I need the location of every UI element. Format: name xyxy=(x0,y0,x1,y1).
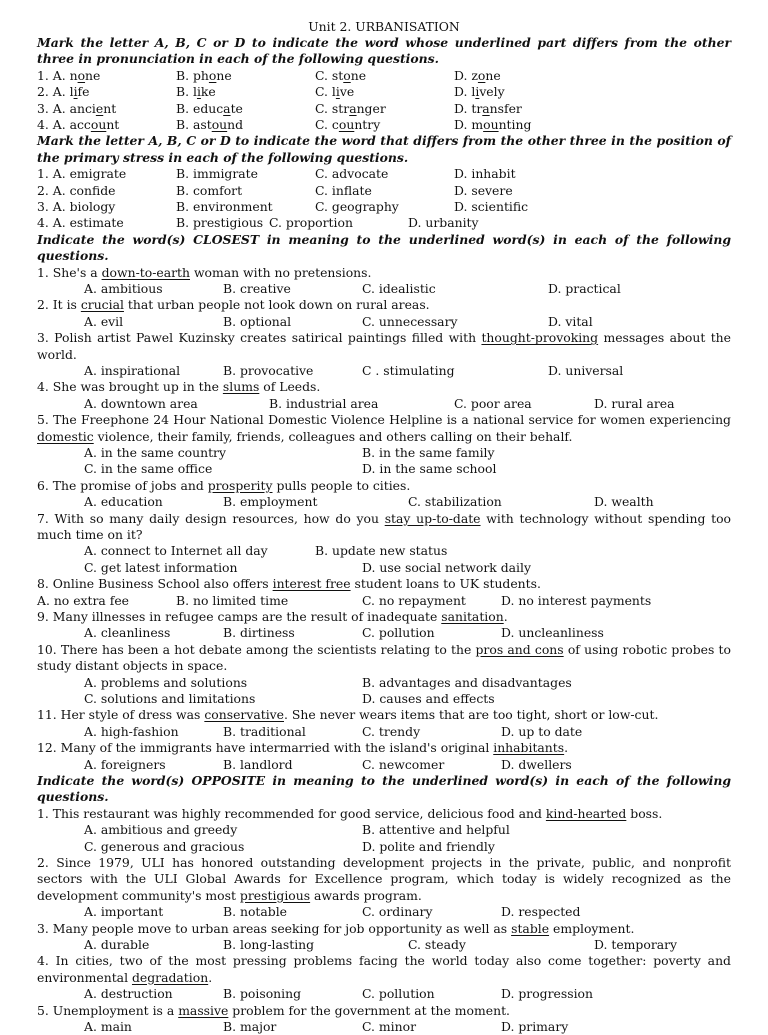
option-d: D. dwellers xyxy=(501,756,572,772)
underlined-phrase: prosperity xyxy=(207,477,273,493)
question-number: 4. xyxy=(37,116,53,132)
option-d: D. up to date xyxy=(501,723,583,739)
option-d: D. uncleanliness xyxy=(501,625,604,641)
underlined-phrase: kind-hearted xyxy=(545,805,627,821)
option-d: D. respected xyxy=(501,904,581,920)
underlined-phrase: degradation xyxy=(131,969,209,985)
option-a: 1. A. emigrate xyxy=(37,166,127,182)
stress-row xyxy=(37,166,731,182)
option-d: D. wealth xyxy=(594,494,654,510)
option-d: D. vital xyxy=(548,313,593,329)
question-stem: 10. There has been a hot debate among the scientists relating to the pros and cons of using robotic probes to study distant objects in space. xyxy=(37,641,731,674)
underlined-phrase: slums xyxy=(222,379,260,395)
underlined-phrase: massive xyxy=(178,1002,229,1018)
option-c: C. get latest information xyxy=(84,559,238,575)
option-d: D. urbanity xyxy=(408,215,479,231)
underlined-sound: o xyxy=(208,67,217,83)
question-stem: 12. Many of the immigrants have intermarried with the island's original inhabitants. xyxy=(37,740,569,756)
underlined-phrase: interest free xyxy=(272,576,351,592)
options-row xyxy=(37,396,731,412)
question-stem: 3. Many people move to urban areas seeking for job opportunity as well as stable employment. xyxy=(37,920,635,936)
options-row xyxy=(37,461,731,477)
options-row xyxy=(37,445,731,461)
question-stem: 11. Her style of dress was conservative. She never wears items that are too tight, short or low-cut. xyxy=(37,707,659,723)
pronunciation-row xyxy=(37,101,731,117)
option-d: D. no interest payments xyxy=(501,592,652,608)
option-a: 3. A. biology xyxy=(37,198,116,214)
option-b: B. comfort xyxy=(176,182,243,198)
option-c: C. ordinary xyxy=(362,904,433,920)
option-b: B. optional xyxy=(223,313,292,329)
option-c: C. advocate xyxy=(315,166,389,182)
option-c: C. newcomer xyxy=(362,756,445,772)
options-row xyxy=(37,937,731,953)
opposite-instruction: Indicate the word(s) OPPOSITE in meaning to the underlined word(s) in each of the following questions. xyxy=(37,772,731,805)
options-row xyxy=(37,363,731,379)
stress-questions xyxy=(37,166,731,232)
option-a: A. ambitious and greedy xyxy=(84,822,238,838)
underlined-sound: i xyxy=(196,84,201,100)
options-row xyxy=(37,281,731,297)
underlined-sound: ou xyxy=(211,116,228,132)
option-a: A. cleanliness xyxy=(84,625,171,641)
option-c: C . stimulating xyxy=(362,362,455,378)
option-a: A. in the same country xyxy=(84,444,226,460)
options-row xyxy=(37,822,731,838)
option-d: D. mounting xyxy=(454,116,532,132)
underlined-phrase: domestic xyxy=(37,428,94,444)
option-b: B. advantages and disadvantages xyxy=(362,674,572,690)
question-stem: 2. Since 1979, ULI has honored outstanding development projects in the private, public, and nonprofit sectors with the ULI Global Awards for Excellence program, which today is widely recognized as the development community's most prestigious awards program. xyxy=(37,854,731,903)
stress-instruction: Mark the letter A, B, C or D to indicate the word that differs from the other three in the position of the primary stress in each of the following questions. xyxy=(37,133,731,165)
option-b: B. notable xyxy=(223,904,288,920)
question-stem: 1. This restaurant was highly recommended for good service, delicious food and kind-hearted boss. xyxy=(37,805,663,821)
option-b: B. no limited time xyxy=(176,592,289,608)
option-b: B. like xyxy=(176,84,216,100)
option-d: D. scientific xyxy=(454,198,529,214)
underlined-sound: ou xyxy=(483,116,499,132)
option-d: D. practical xyxy=(548,280,621,296)
underlined-sound: i xyxy=(73,84,78,100)
option-b: B. dirtiness xyxy=(223,625,295,641)
underlined-sound: i xyxy=(335,84,340,100)
option-a: 3. A. ancient xyxy=(37,100,117,116)
option-b: B. immigrate xyxy=(176,166,258,182)
option-d: D. primary xyxy=(501,1018,569,1034)
option-c: C. solutions and limitations xyxy=(84,690,256,706)
pronunciation-row xyxy=(37,117,731,133)
option-b: B. industrial area xyxy=(269,395,379,411)
option-a: A. connect to Internet all day xyxy=(84,543,268,559)
options-row xyxy=(37,593,731,609)
option-b: B. educate xyxy=(176,100,243,116)
question-stem: 5. Unemployment is a massive problem for the government at the moment. xyxy=(37,1002,510,1018)
option-a: A. evil xyxy=(84,313,124,329)
question-stem: 3. Polish artist Pawel Kuzinsky creates satirical paintings filled with thought-provoking messages about the world. xyxy=(37,330,731,362)
option-c: C. in the same office xyxy=(84,461,213,477)
options-row xyxy=(37,625,731,641)
option-c: C. minor xyxy=(362,1018,416,1034)
option-d: D. use social network daily xyxy=(362,559,531,575)
options-row xyxy=(37,839,731,855)
stress-row xyxy=(37,183,731,199)
pronunciation-row xyxy=(37,68,731,84)
question-stem: 6. The promise of jobs and prosperity pulls people to cities. xyxy=(37,477,411,493)
underlined-sound: o xyxy=(77,67,86,83)
option-c: C. unnecessary xyxy=(362,313,458,329)
underlined-sound: ou xyxy=(90,116,107,132)
underlined-sound: o xyxy=(477,67,486,83)
question-stem: 5. The Freephone 24 Hour National Domestic Violence Helpline is a national service for women experiencing domestic violence, their family, friends, colleagues and others calling on their behalf. xyxy=(37,412,731,444)
closest-questions xyxy=(37,265,731,773)
underlined-sound: i xyxy=(475,84,480,100)
options-row xyxy=(37,724,731,740)
pronunciation-instruction: Mark the letter A, B, C or D to indicate the word whose underlined part differs from the other three in pronunciation in each of the following questions. xyxy=(37,35,731,67)
option-d: D. causes and effects xyxy=(362,690,495,706)
page-title: Unit 2. URBANISATION xyxy=(308,19,460,34)
option-c: C. trendy xyxy=(362,723,421,739)
option-b: B. landlord xyxy=(223,756,293,772)
option-c: C. stone xyxy=(315,67,367,83)
underlined-phrase: sanitation xyxy=(441,608,504,624)
underlined-phrase: stable xyxy=(511,920,550,936)
option-b: B. prestigious xyxy=(176,215,264,231)
option-c: C. pollution xyxy=(362,625,435,641)
option-b: B. astound xyxy=(176,116,244,132)
underlined-sound: a xyxy=(349,100,357,116)
question-stem: 4. In cities, two of the most pressing problems facing the world today also come together: poverty and environmental degradation. xyxy=(37,953,731,985)
option-a: A. foreigners xyxy=(84,756,166,772)
option-c: C. idealistic xyxy=(362,280,436,296)
option-d: D. polite and friendly xyxy=(362,838,495,854)
underlined-sound: ou xyxy=(338,116,355,132)
question-stem: 9. Many illnesses in refugee camps are the result of inadequate sanitation. xyxy=(37,608,508,624)
option-b: B. update new status xyxy=(315,543,448,559)
options-row xyxy=(37,560,731,576)
option-d: D. temporary xyxy=(594,936,678,952)
option-c: C. generous and gracious xyxy=(84,838,245,854)
opposite-questions xyxy=(37,806,731,1035)
underlined-phrase: conservative xyxy=(204,707,284,723)
option-a: A. problems and solutions xyxy=(84,674,248,690)
option-b: B. poisoning xyxy=(223,986,302,1002)
options-row xyxy=(37,986,731,1002)
option-b: B. environment xyxy=(176,198,273,214)
options-row xyxy=(37,691,731,707)
underlined-phrase: crucial xyxy=(80,297,124,313)
underlined-sound: a xyxy=(482,100,490,116)
question-stem: 1. She's a down-to-earth woman with no pretensions. xyxy=(37,264,372,280)
option-a: A. important xyxy=(84,904,164,920)
option-d: D. zone xyxy=(454,67,501,83)
underlined-sound: a xyxy=(223,100,231,116)
option-c: C. poor area xyxy=(454,395,532,411)
option-a: 2. A. life xyxy=(37,84,90,100)
option-a: 4. A. estimate xyxy=(37,215,124,231)
option-a: 1. A. none xyxy=(37,67,101,83)
option-d: D. transfer xyxy=(454,100,522,116)
option-c: C. live xyxy=(315,84,355,100)
option-c: C. inflate xyxy=(315,182,372,198)
underlined-phrase: inhabitants xyxy=(493,740,565,756)
options-row xyxy=(37,1019,731,1035)
option-a: A. no extra fee xyxy=(37,592,130,608)
option-b: B. provocative xyxy=(223,362,314,378)
option-d: D. inhabit xyxy=(454,166,516,182)
options-row xyxy=(37,904,731,920)
option-c: C. stabilization xyxy=(408,494,502,510)
options-row xyxy=(37,543,731,559)
underlined-phrase: pros and cons xyxy=(475,641,564,657)
options-row xyxy=(37,757,731,773)
option-d: D. severe xyxy=(454,182,513,198)
question-number: 3. xyxy=(37,100,53,116)
pronunciation-row xyxy=(37,84,731,100)
option-d: D. in the same school xyxy=(362,461,497,477)
option-a: A. inspirational xyxy=(84,362,181,378)
stress-row xyxy=(37,215,731,231)
underlined-sound: e xyxy=(95,100,104,116)
option-d: D. lively xyxy=(454,84,505,100)
option-c: C. pollution xyxy=(362,986,435,1002)
stress-row xyxy=(37,199,731,215)
underlined-phrase: down-to-earth xyxy=(101,264,190,280)
underlined-phrase: prestigious xyxy=(239,887,311,903)
closest-instruction: Indicate the word(s) CLOSEST in meaning to the underlined word(s) in each of the following questions. xyxy=(37,231,731,264)
option-b: B. long-lasting xyxy=(223,936,315,952)
pronunciation-questions xyxy=(37,68,731,134)
question-stem: 2. It is crucial that urban people not look down on rural areas. xyxy=(37,297,430,313)
underlined-phrase: thought-provoking xyxy=(481,330,599,346)
option-c: C. geography xyxy=(315,198,399,214)
option-d: D. universal xyxy=(548,362,624,378)
option-c: C. steady xyxy=(408,936,466,952)
question-stem: 7. With so many daily design resources, how do you stay up-to-date with technology without spending too much time on it? xyxy=(37,510,732,542)
question-number: 1. xyxy=(37,67,53,83)
option-d: D. rural area xyxy=(594,395,675,411)
question-stem: 8. Online Business School also offers interest free student loans to UK students. xyxy=(37,576,541,592)
option-b: B. attentive and helpful xyxy=(362,822,510,838)
option-b: B. employment xyxy=(223,494,318,510)
option-b: B. in the same family xyxy=(362,444,495,460)
underlined-phrase: stay up-to-date xyxy=(384,510,481,526)
option-a: A. destruction xyxy=(84,986,173,1002)
option-c: C. no repayment xyxy=(362,592,466,608)
option-c: C. stranger xyxy=(315,100,386,116)
underlined-sound: o xyxy=(343,67,351,83)
options-row xyxy=(37,675,731,691)
question-stem: 4. She was brought up in the slums of Leeds. xyxy=(37,379,321,395)
option-a: A. main xyxy=(84,1018,132,1034)
option-a: A. high-fashion xyxy=(84,723,179,739)
option-b: B. creative xyxy=(223,280,291,296)
option-a: A. education xyxy=(84,494,163,510)
options-row xyxy=(37,494,731,510)
option-b: B. phone xyxy=(176,67,232,83)
option-d: D. progression xyxy=(501,986,593,1002)
option-c: C. country xyxy=(315,116,381,132)
option-a: 2. A. confide xyxy=(37,182,116,198)
option-b: B. major xyxy=(223,1018,277,1034)
option-a: 4. A. account xyxy=(37,116,120,132)
options-row xyxy=(37,314,731,330)
option-c: C. proportion xyxy=(269,215,353,231)
option-a: A. ambitious xyxy=(84,280,163,296)
option-a: A. downtown area xyxy=(84,395,198,411)
option-a: A. durable xyxy=(84,936,150,952)
option-b: B. traditional xyxy=(223,723,306,739)
question-number: 2. xyxy=(37,84,53,100)
